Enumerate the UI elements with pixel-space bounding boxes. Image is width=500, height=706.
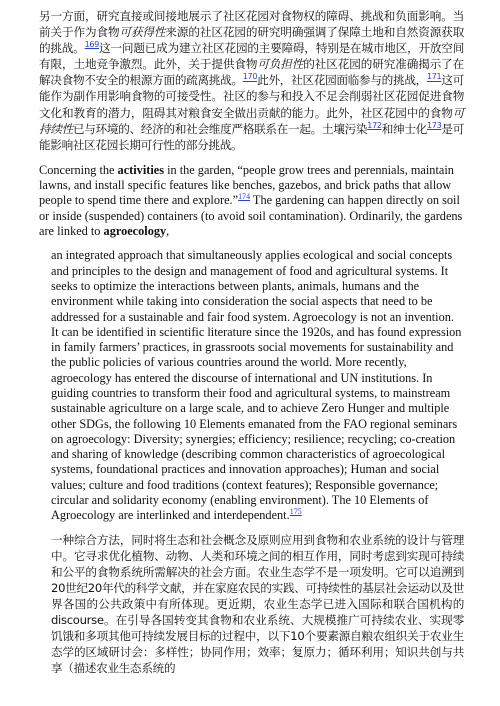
- footnote-link-170[interactable]: 170: [242, 72, 258, 82]
- footnote-link-173[interactable]: 173: [426, 120, 442, 130]
- text-span: 这可能作为副作用影响食物的可接受性。社区的参与和投入不足会削弱社区花园促进食物文化和教育的潜力，阻碍其对粮食安全做出贡献的能力。此外，社区花园中的食物: [39, 73, 464, 120]
- english-paragraph-activities: [39, 163, 464, 239]
- text-span: Concerning the: [39, 162, 118, 177]
- agroecology-definition-quote: [51, 248, 464, 523]
- text-span: 的社区花园的研究准确揭示了在解决食物不安全的根源方面的疏离挑战。: [39, 57, 464, 88]
- text-span: 此外，社区花园面临参与的挑战，: [257, 73, 427, 88]
- footnote-link-174[interactable]: 174: [238, 192, 251, 202]
- footnote-link-171[interactable]: 171: [426, 72, 442, 82]
- quote-text: an integrated approach that simultaneously applies ecological and social concepts and principles to the design and management of food and agricultural systems. It seeks to optimize the interactions between plants, animals, humans and the environment while taking into consideration the social aspects that need to be addressed for a sustainable and fair food system. Agroecology is not an invention. It can be identified in scientific literature since the 1920s, and has found expression in family farmers’ practices, in grassroots social movements for sustainability and the public policies of various countries around the world. More recently, agroecology has entered the discourse of international and UN institutions. In guiding countries to transform their food and agricultural systems, to mainstream sustainable agriculture on a large scale, and to achieve Zero Hunger and multiple other SDGs, the following 10 Elements emanated from the FAO regional seminars on agroecology: Diversity; synergies; efficiency; resilience; recycling; co-creation and sharing of knowledge (describing common characteristics of agroecological systems, foundational practices and innovation approaches); Human and social values; culture and food traditions (context features); Responsible governance; circular and solidarity economy (enabling environment). The 10 Elements of Agroecology are interlinked and interdependent.: [51, 248, 462, 523]
- bold-agroecology: agroecology: [103, 224, 167, 239]
- quote-text-chinese: 一种综合方法，同时将生态和社会概念及原则应用到食物和农业系统的设计与管理中。它寻求优化植物、动物、人类和环境之间的相互作用，同时考虑到实现可持续和公平的食物系统所需解决的社会方面。农业生态学不是一项发明。它可以追溯到20世纪20年代的科学文献，并在家庭农民的实践、可持续性的基层社会运动以及世界各国的公共政策中有所体现。更近期，农业生态学已进入国际和联合国机构的 discourse。在引导各国转变其食物和农业系统、大规模推广可持续农业、实现零饥饿和多项其他可持续发展目标的过程中，以下10个要素源自粮农组织关于农业生态学的区域研讨会：多样性；协同作用；效率；复原力；循环利用；知识共创与共享（描述农业生态系统的: [51, 532, 464, 676]
- footnote-link-175[interactable]: 175: [289, 507, 302, 517]
- text-span: ,: [166, 224, 170, 239]
- text-span: 这一问题已成为建立社区花园的主要障碍，特别是在城市地区，开放空间有限，土地竞争激烈。此外，关于提供食物: [39, 41, 464, 72]
- emphasis-sustainability: 可持续性: [39, 105, 464, 136]
- footnote-link-169[interactable]: 169: [84, 40, 99, 50]
- text-span: 和绅士化: [381, 121, 427, 136]
- text-span: in the garden, “people grow trees and perennials, maintain lawns, and install specific features like benches, gazebos, and brick paths that allow people to spend time there and explore.”: [39, 162, 454, 208]
- text-span: The gardening can happen directly on soil or inside (suspended) containers (to avoid soil contamination). Ordinarily, the gardens are linked to: [39, 193, 463, 239]
- emphasis-affordability: 可负担性: [257, 57, 304, 72]
- bold-activities: activities: [117, 162, 164, 177]
- footnote-link-172[interactable]: 172: [367, 120, 382, 130]
- emphasis-availability: 可获得性: [119, 25, 166, 40]
- text-span: 另一方面，研究直接或间接地展示了社区花园对食物权的障碍、挑战和负面影响。当前关于作为食物: [39, 9, 464, 40]
- agroecology-definition-quote-chinese: [51, 532, 464, 677]
- text-span: 来源的社区花园的研究明确强调了保障土地和自然资源获取的挑战。: [39, 25, 464, 56]
- chinese-paragraph-challenges: [39, 8, 464, 153]
- text-span: 已与环境的、经济的和社会维度严格联系在一起。土壤污染: [72, 121, 368, 136]
- text-span: 是可能影响社区花园长期可行性的部分挑战。: [39, 121, 464, 152]
